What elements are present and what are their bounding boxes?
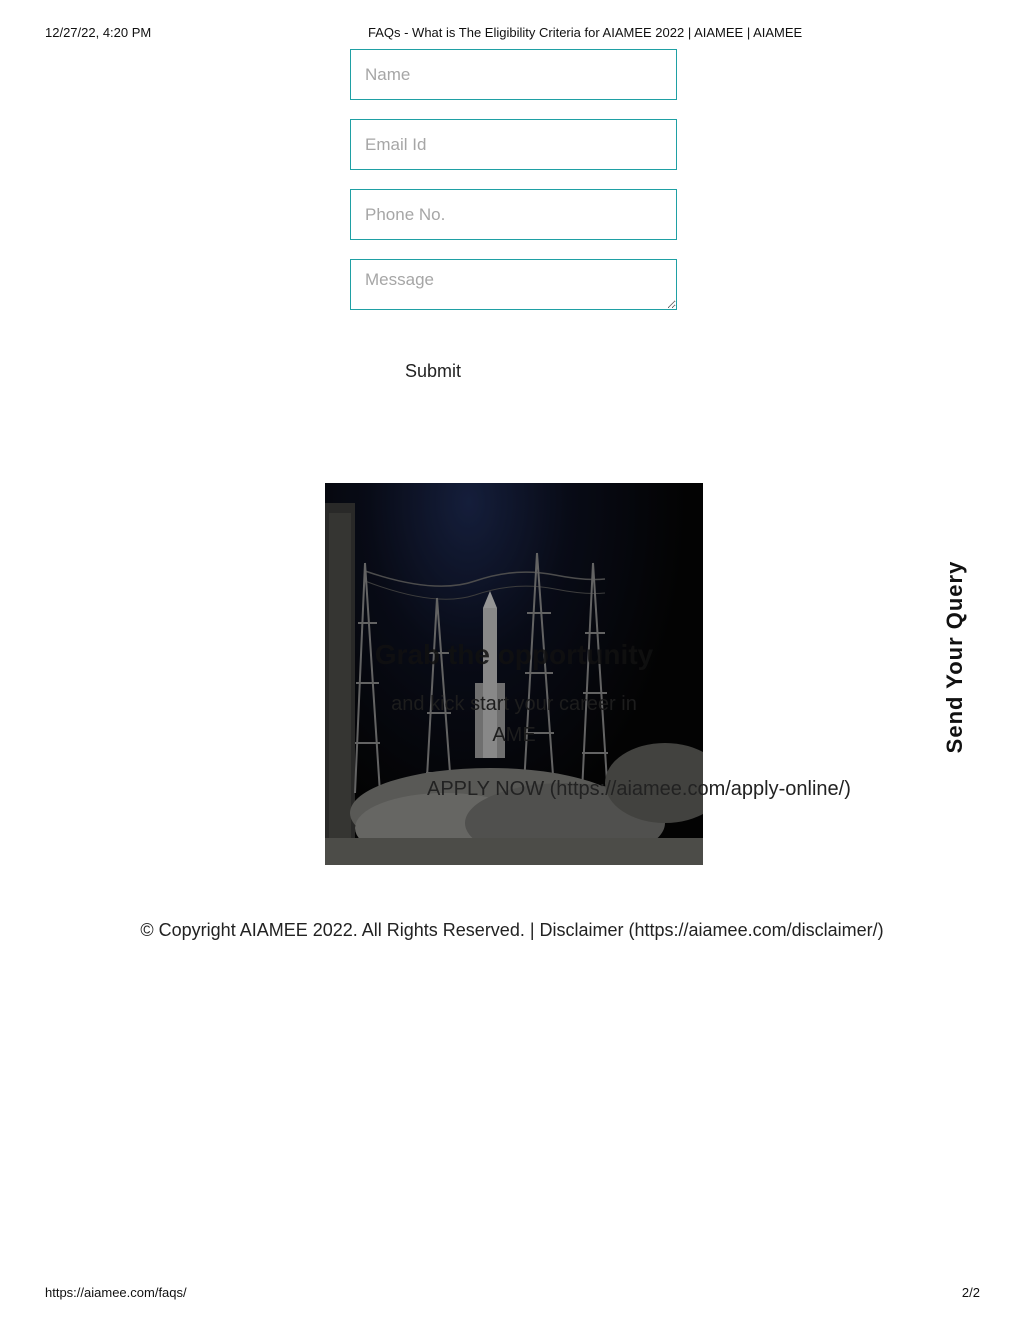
print-page-title: FAQs - What is The Eligibility Criteria for AIAMEE 2022 | AIAMEE | AIAMEE [368, 25, 803, 40]
send-your-query-tab[interactable]: Send Your Query [942, 560, 967, 754]
phone-input[interactable] [350, 189, 677, 240]
submit-button[interactable]: Submit [405, 361, 462, 381]
print-footer-url: https://aiamee.com/faqs/ [45, 1285, 187, 1300]
print-page-number: 2/2 [961, 1285, 980, 1300]
email-input[interactable] [350, 119, 677, 170]
name-input[interactable] [350, 49, 677, 100]
copyright-text: © Copyright AIAMEE 2022. All Rights Reserved. | Disclaimer (https://aiamee.com/disclaimer/) [140, 920, 884, 940]
rocket-launch-image [325, 483, 703, 865]
promo-banner [325, 483, 703, 865]
print-datetime: 12/27/22, 4:20 PM [45, 25, 152, 40]
apply-now-link[interactable]: APPLY NOW (https://aiamee.com/apply-online/) [427, 778, 851, 800]
promo-title: Grab the opportunity [374, 639, 654, 670]
promo-subtitle: and kick start your career in AME [391, 693, 637, 746]
message-input[interactable] [350, 259, 677, 310]
